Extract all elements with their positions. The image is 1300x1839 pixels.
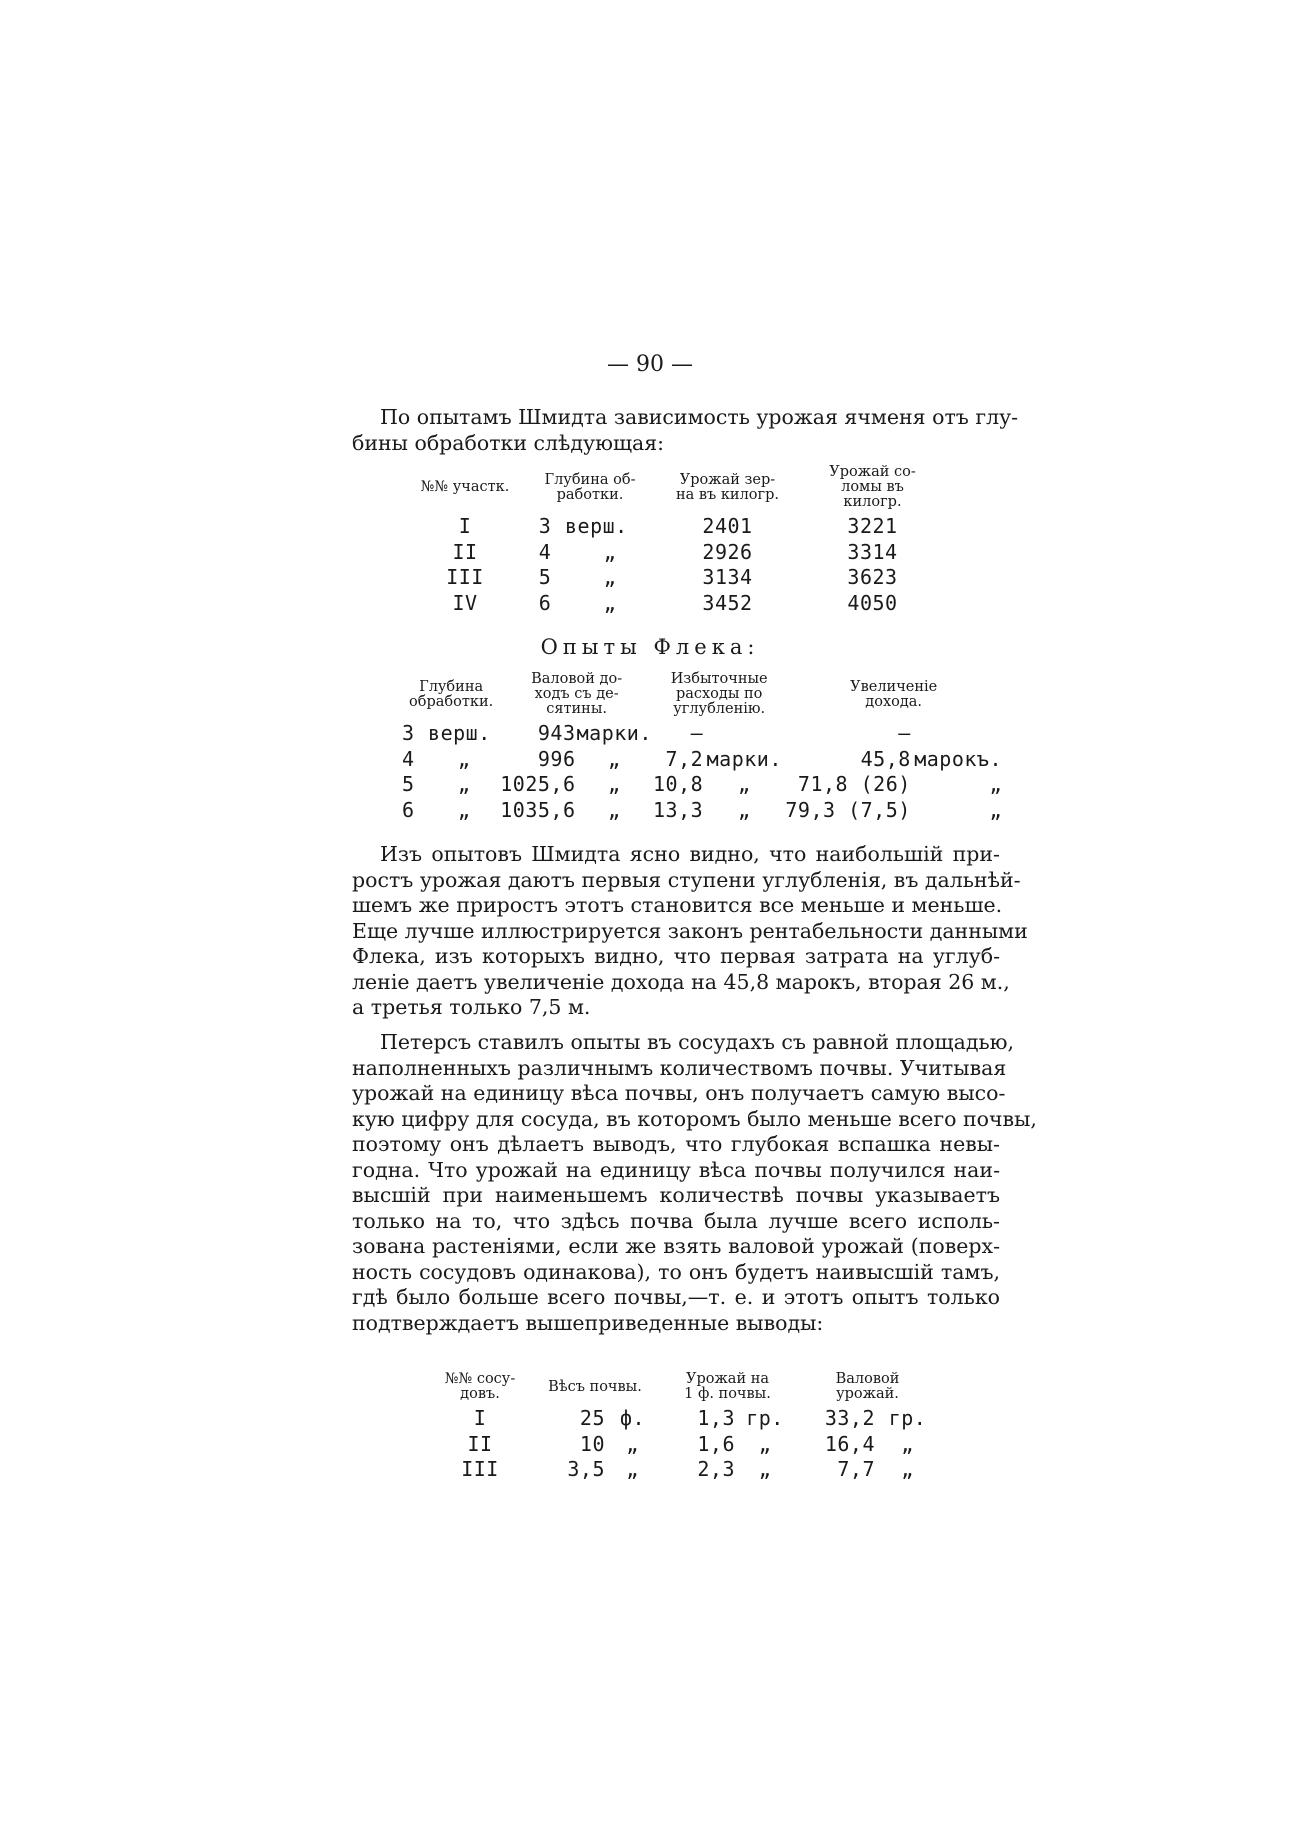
increase-cell: — — [898, 721, 911, 745]
per-unit-cell: 1,6 — [697, 1431, 735, 1456]
per-unit-unit-cell: „ — [758, 1431, 772, 1456]
table-header-row — [402, 672, 1002, 721]
grain-cell: 3134 — [702, 565, 753, 589]
column-header: Урожай со- ломы въ килогр. — [829, 464, 916, 510]
depth-unit-cell: „ — [457, 797, 471, 822]
peters-table — [430, 1372, 940, 1483]
vessel-cell: I — [473, 1406, 487, 1430]
depth-cell: 4 — [402, 746, 415, 771]
weight-cell: 3,5 — [567, 1457, 605, 1481]
depth-unit-cell: „ — [603, 539, 617, 564]
flek-table — [402, 672, 1002, 823]
text-line: урожай на единицу вѣса почвы, онъ получаетъ самую высо- — [352, 1081, 1006, 1105]
weight-unit-cell: ф. — [619, 1406, 646, 1430]
table-row — [430, 1432, 940, 1458]
depth-cell: 3 — [538, 514, 552, 538]
plot-cell: IV — [452, 590, 478, 615]
per-unit-cell: 2,3 — [697, 1457, 735, 1481]
increase-cell: 79,3 (7,5) — [785, 797, 911, 822]
per-unit-cell: 1,3 — [697, 1406, 735, 1430]
grain-cell: 2401 — [702, 514, 753, 538]
text-line: Петерсъ ставилъ опыты въ сосудахъ съ равной площадью, — [380, 1030, 1014, 1054]
gross-cell: 16,4 — [824, 1431, 875, 1456]
gross-cell: 7,7 — [837, 1457, 875, 1481]
gross-unit-cell: гр. — [888, 1406, 927, 1430]
schmidt-conclusion-paragraph — [352, 842, 1028, 1021]
table-row — [402, 721, 1002, 747]
grain-cell: 3452 — [702, 590, 753, 615]
intro-paragraph — [352, 405, 1019, 456]
peters-paragraph — [352, 1030, 1037, 1336]
depth-unit-cell: „ — [457, 772, 471, 796]
vessel-cell: III — [461, 1457, 499, 1481]
income-unit-cell: „ — [607, 746, 621, 771]
text-line: ность сосудовъ одинакова), то онъ будетъ наивысшій тамъ, — [352, 1259, 1000, 1284]
vessel-cell: II — [467, 1431, 493, 1456]
weight-cell: 10 — [579, 1431, 605, 1456]
grain-cell: 2926 — [702, 539, 753, 564]
gross-unit-cell: „ — [901, 1431, 914, 1456]
column-header: №№ участк. — [420, 479, 510, 495]
depth-cell: 5 — [538, 565, 552, 589]
increase-unit-cell: марокъ. — [914, 746, 1002, 771]
column-header: Глубина обработки. — [409, 678, 494, 710]
cost-unit-cell: „ — [737, 797, 751, 822]
plot-cell: III — [446, 565, 484, 589]
table-row — [430, 1457, 940, 1483]
increase-unit-cell — [911, 721, 1002, 747]
increase-cell: 71,8 (26) — [797, 772, 911, 796]
income-unit-cell: „ — [607, 772, 621, 796]
depth-cell: 3 — [402, 721, 415, 745]
straw-cell: 4050 — [847, 590, 898, 615]
page-number: — 90 — — [607, 352, 693, 377]
depth-cell: 5 — [402, 772, 415, 796]
column-header: Увеличеніе дохода. — [850, 678, 938, 710]
per-unit-unit-cell: „ — [758, 1457, 772, 1481]
straw-cell: 3623 — [847, 565, 898, 589]
text-line: зована растеніями, если же взять валовой урожай (поверх- — [352, 1234, 1000, 1258]
column-header: Валовой до- ходъ съ де- сятины. — [531, 671, 623, 717]
cost-unit-cell: „ — [737, 772, 751, 796]
table-row — [402, 747, 1002, 773]
table-row — [405, 591, 945, 617]
weight-unit-cell: „ — [626, 1457, 639, 1481]
plot-cell: I — [458, 514, 472, 538]
straw-cell: 3314 — [847, 539, 898, 564]
depth-unit-cell: „ — [603, 590, 617, 615]
column-header: Урожай на 1 ф. почвы. — [684, 1371, 771, 1402]
depth-unit-cell: „ — [457, 746, 471, 771]
column-header: Вѣсъ почвы. — [548, 1378, 642, 1395]
cost-cell: 7,2 — [665, 746, 704, 771]
depth-unit-cell: „ — [603, 565, 617, 589]
cost-unit-cell: марки. — [706, 746, 782, 771]
text-line: Флека, изъ которыхъ видно, что первая затрата на углуб- — [352, 944, 1000, 968]
gross-cell: 33,2 — [824, 1406, 875, 1430]
table-row — [405, 565, 945, 591]
cost-cell: — — [690, 721, 704, 745]
per-unit-unit-cell: гр. — [746, 1406, 784, 1430]
depth-cell: 6 — [402, 797, 415, 822]
column-header: №№ сосу- довъ. — [444, 1371, 516, 1402]
text-line: высшій при наименьшемъ количествѣ почвы указываетъ — [352, 1183, 1000, 1207]
column-header: Глубина об- работки. — [544, 471, 636, 503]
depth-unit-cell: верш. — [565, 514, 628, 538]
column-header: Урожай зер- на въ килогр. — [675, 471, 780, 503]
straw-cell: 3221 — [847, 514, 898, 538]
text-line: наполненныхъ различнымъ количествомъ почвы. Учитывая — [352, 1055, 1007, 1080]
table-row — [402, 772, 1002, 798]
text-line: шемъ же приростъ этотъ становится все меньше и меньше. — [352, 893, 1003, 917]
text-line: Изъ опытовъ Шмидта ясно видно, что наибольшій при- — [380, 842, 1000, 866]
flek-heading: Опыты Флека: — [540, 635, 760, 659]
gross-unit-cell: „ — [901, 1457, 914, 1481]
depth-unit-cell: верш. — [428, 721, 491, 745]
cost-cell: 10,8 — [652, 772, 704, 796]
income-cell: 1025,6 — [500, 772, 576, 796]
table-row — [430, 1406, 940, 1432]
column-header: Валовой урожай. — [835, 1371, 900, 1402]
schmidt-table — [405, 465, 945, 616]
table-header-row — [405, 465, 945, 514]
increase-cell: 45,8 — [860, 746, 911, 771]
text-line: бины обработки слѣдующая: — [352, 430, 665, 455]
plot-cell: II — [452, 539, 478, 564]
table-header-row — [430, 1372, 940, 1406]
text-line: только на то, что здѣсь почва была лучше всего исполь- — [352, 1208, 1000, 1233]
text-line: кую цифру для сосуда, въ которомъ было меньше всего почвы, — [352, 1106, 1037, 1131]
income-cell: 943 — [537, 721, 576, 745]
increase-unit-cell: „ — [989, 772, 1002, 796]
text-line: подтверждаетъ вышеприведенные выводы: — [352, 1310, 824, 1335]
text-line: а третья только 7,5 м. — [352, 995, 591, 1019]
income-cell: 996 — [537, 746, 576, 771]
text-line: ростъ урожая даютъ первыя ступени углубленія, въ дальнѣй- — [352, 867, 1021, 892]
income-cell: 1035,6 — [500, 797, 576, 822]
table-row — [405, 540, 945, 566]
text-line: Еще лучше иллюстрируется законъ рентабельности данными — [352, 918, 1028, 943]
table-row — [405, 514, 945, 540]
text-line: годна. Что урожай на единицу вѣса почвы получился наи- — [352, 1157, 1000, 1182]
weight-cell: 25 — [579, 1406, 605, 1430]
text-line: поэтому онъ дѣлаетъ выводъ, что глубокая вспашка невы- — [352, 1132, 1000, 1156]
column-header: Избыточные расходы по углубленію. — [670, 671, 768, 717]
depth-cell: 4 — [538, 539, 552, 564]
text-line: гдѣ было больше всего почвы,—т. е. и этотъ опытъ только — [352, 1285, 1000, 1309]
increase-unit-cell: „ — [989, 797, 1002, 822]
weight-unit-cell: „ — [626, 1431, 639, 1456]
text-line: По опытамъ Шмидта зависимость урожая ячменя отъ глу- — [380, 405, 1019, 429]
cost-unit-cell — [703, 721, 785, 747]
income-unit-cell: „ — [607, 797, 621, 822]
depth-cell: 6 — [538, 590, 552, 615]
income-unit-cell: марки. — [576, 721, 652, 745]
cost-cell: 13,3 — [652, 797, 704, 822]
table-row — [402, 798, 1002, 824]
text-line: леніе даетъ увеличеніе дохода на 45,8 марокъ, вторая 26 м., — [352, 969, 1010, 994]
